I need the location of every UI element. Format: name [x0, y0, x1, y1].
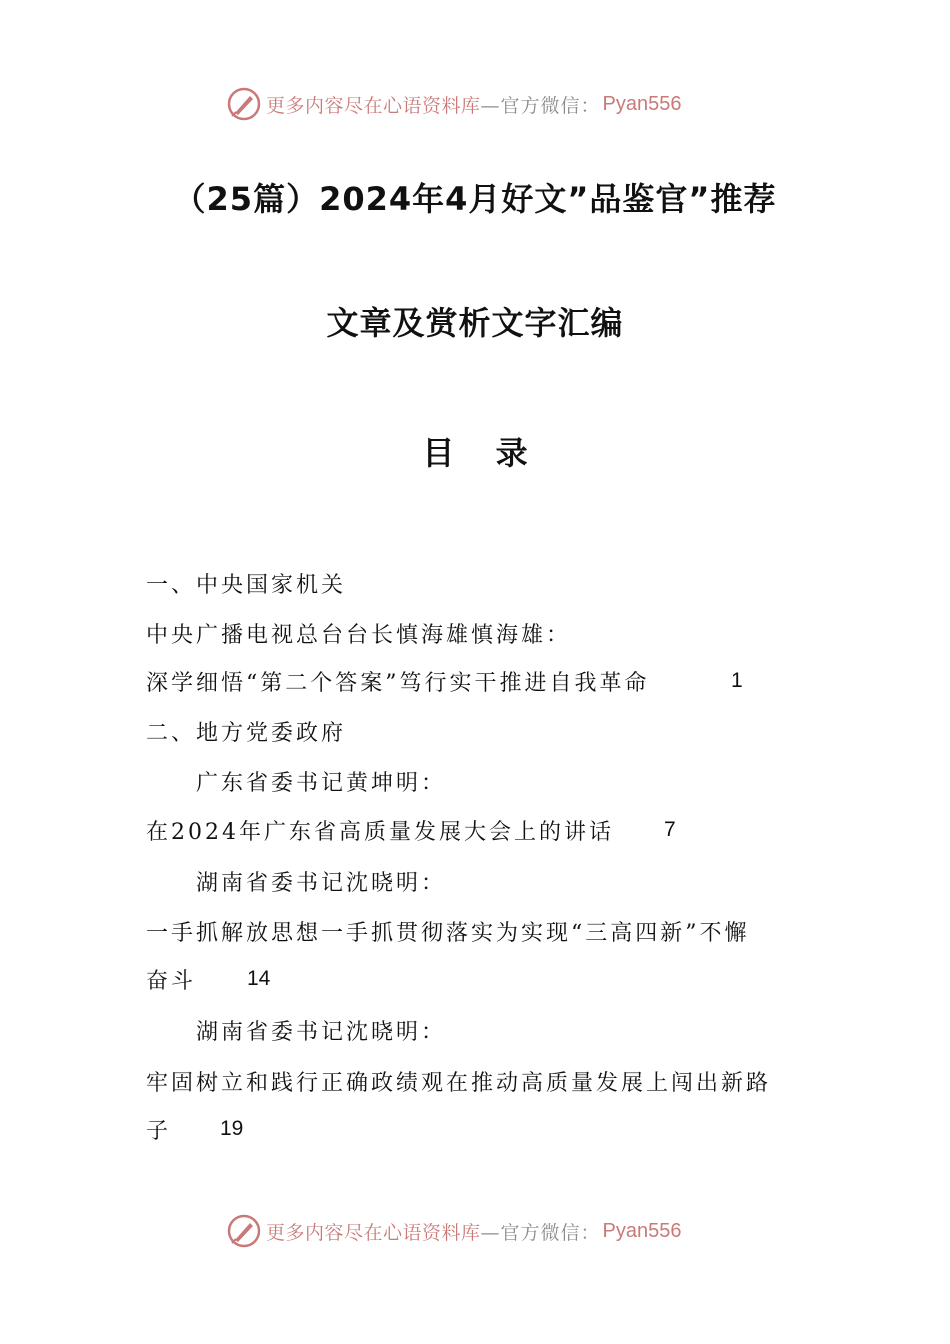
watermark-wechat-label: —官方微信： — [480, 94, 601, 117]
toc-entry1-page: 1 — [731, 669, 743, 692]
toc-entry2-title[interactable]: 在2024年广东省高质量发展大会上的讲话 — [146, 820, 614, 845]
watermark-wechat-label: —官方微信： — [480, 1221, 601, 1244]
toc-entry4-title-line2[interactable]: 子 — [146, 1119, 172, 1144]
pen-circle-icon — [226, 1213, 262, 1249]
watermark-banner-top — [226, 84, 682, 124]
toc-section-1: 一、中央国家机关 — [146, 573, 347, 598]
document-title-line1: （25篇）2024年4月好文”品鉴官”推荐 — [173, 180, 777, 218]
toc-entry1-title[interactable]: 深学细悟“第二个答案”笃行实干推进自我革命 — [146, 671, 650, 696]
toc-entry1-author: 中央广播电视总台台长慎海雄慎海雄： — [146, 623, 572, 648]
watermark-text: 更多内容尽在心语资料库 — [266, 1221, 481, 1244]
watermark-banner-bottom — [226, 1211, 682, 1251]
toc-heading: 目 录 — [422, 434, 528, 472]
toc-entry4-author: 湖南省委书记沈晓明： — [196, 1020, 447, 1045]
toc-entry2-author: 广东省委书记黄坤明： — [196, 771, 447, 796]
watermark-wechat-id: Pyan556 — [602, 1219, 682, 1242]
toc-entry3-author: 湖南省委书记沈晓明： — [196, 871, 447, 896]
toc-entry2-page: 7 — [664, 818, 676, 841]
toc-section-2: 二、地方党委政府 — [146, 721, 347, 746]
pen-circle-icon — [226, 86, 262, 122]
toc-entry3-title-line2[interactable]: 奋斗 — [146, 969, 197, 994]
watermark-text: 更多内容尽在心语资料库 — [266, 94, 481, 117]
toc-entry3-page: 14 — [247, 967, 271, 990]
toc-entry4-title-line1[interactable]: 牢固树立和践行正确政绩观在推动高质量发展上闯出新路 — [146, 1071, 772, 1096]
toc-entry3-title-line1[interactable]: 一手抓解放思想一手抓贯彻落实为实现“三高四新”不懈 — [146, 921, 750, 946]
toc-entry4-page: 19 — [220, 1117, 244, 1140]
watermark-wechat-id: Pyan556 — [602, 92, 682, 115]
document-title-line2: 文章及赏析文字汇编 — [326, 304, 624, 342]
